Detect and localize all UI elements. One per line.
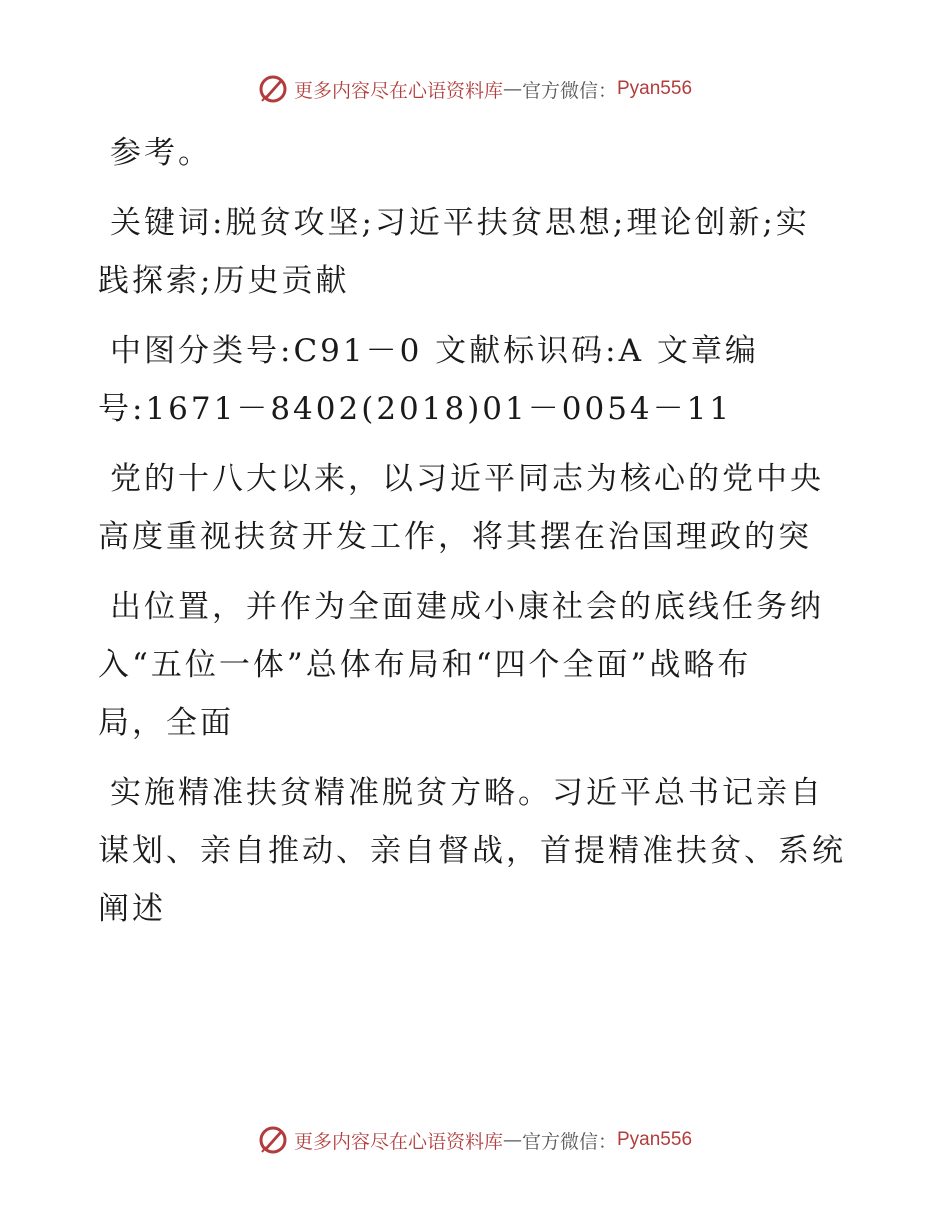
banner-official-text: 官方微信： [521, 1130, 617, 1153]
quill-pen-logo-icon [258, 1125, 288, 1155]
text-line: 践探索;历史贡献 [98, 263, 350, 299]
text-line: 局，全面 [98, 705, 234, 741]
paragraph-keywords [98, 194, 858, 310]
banner-main-text: 更多内容尽在心语资料库 [293, 79, 503, 102]
text-line: 高度重视扶贫开发工作，将其摆在治国理政的突 [98, 519, 812, 555]
quill-pen-logo-icon [258, 74, 288, 104]
paragraph-body-3 [98, 764, 858, 938]
footer-banner [0, 1122, 950, 1158]
paragraph-classification [98, 322, 858, 438]
text-line: 参考。 [110, 135, 212, 171]
text-line: 中图分类号:C91－0 文献标识码:A 文章编 [110, 333, 759, 369]
paragraph-body-2 [98, 578, 858, 752]
banner-dash: — [502, 1129, 522, 1151]
banner-dash: — [502, 78, 522, 100]
paragraph-reference [98, 124, 858, 182]
text-line: 入“五位一体”总体布局和“四个全面”战略布 [98, 647, 752, 683]
banner-wechat-id: Pyan556 [617, 78, 693, 99]
text-line: 党的十八大以来，以习近平同志为核心的党中央 [110, 461, 824, 497]
banner-main-text: 更多内容尽在心语资料库 [293, 1130, 503, 1153]
text-line: 出位置，并作为全面建成小康社会的底线任务纳 [110, 589, 824, 625]
text-line: 阐述 [98, 891, 166, 927]
document-body [98, 124, 858, 938]
paragraph-body-1 [98, 450, 858, 566]
banner-official-text: 官方微信： [521, 79, 617, 102]
banner-wechat-id: Pyan556 [617, 1129, 693, 1150]
text-line: 实施精准扶贫精准脱贫方略。习近平总书记亲自 [110, 775, 824, 811]
header-banner [0, 71, 950, 107]
text-line: 谋划、亲自推动、亲自督战，首提精准扶贫、系统 [98, 833, 846, 869]
text-line: 关键词:脱贫攻坚;习近平扶贫思想;理论创新;实 [110, 205, 810, 241]
text-line: 号:1671－8402(2018)01－0054－11 [98, 391, 733, 427]
